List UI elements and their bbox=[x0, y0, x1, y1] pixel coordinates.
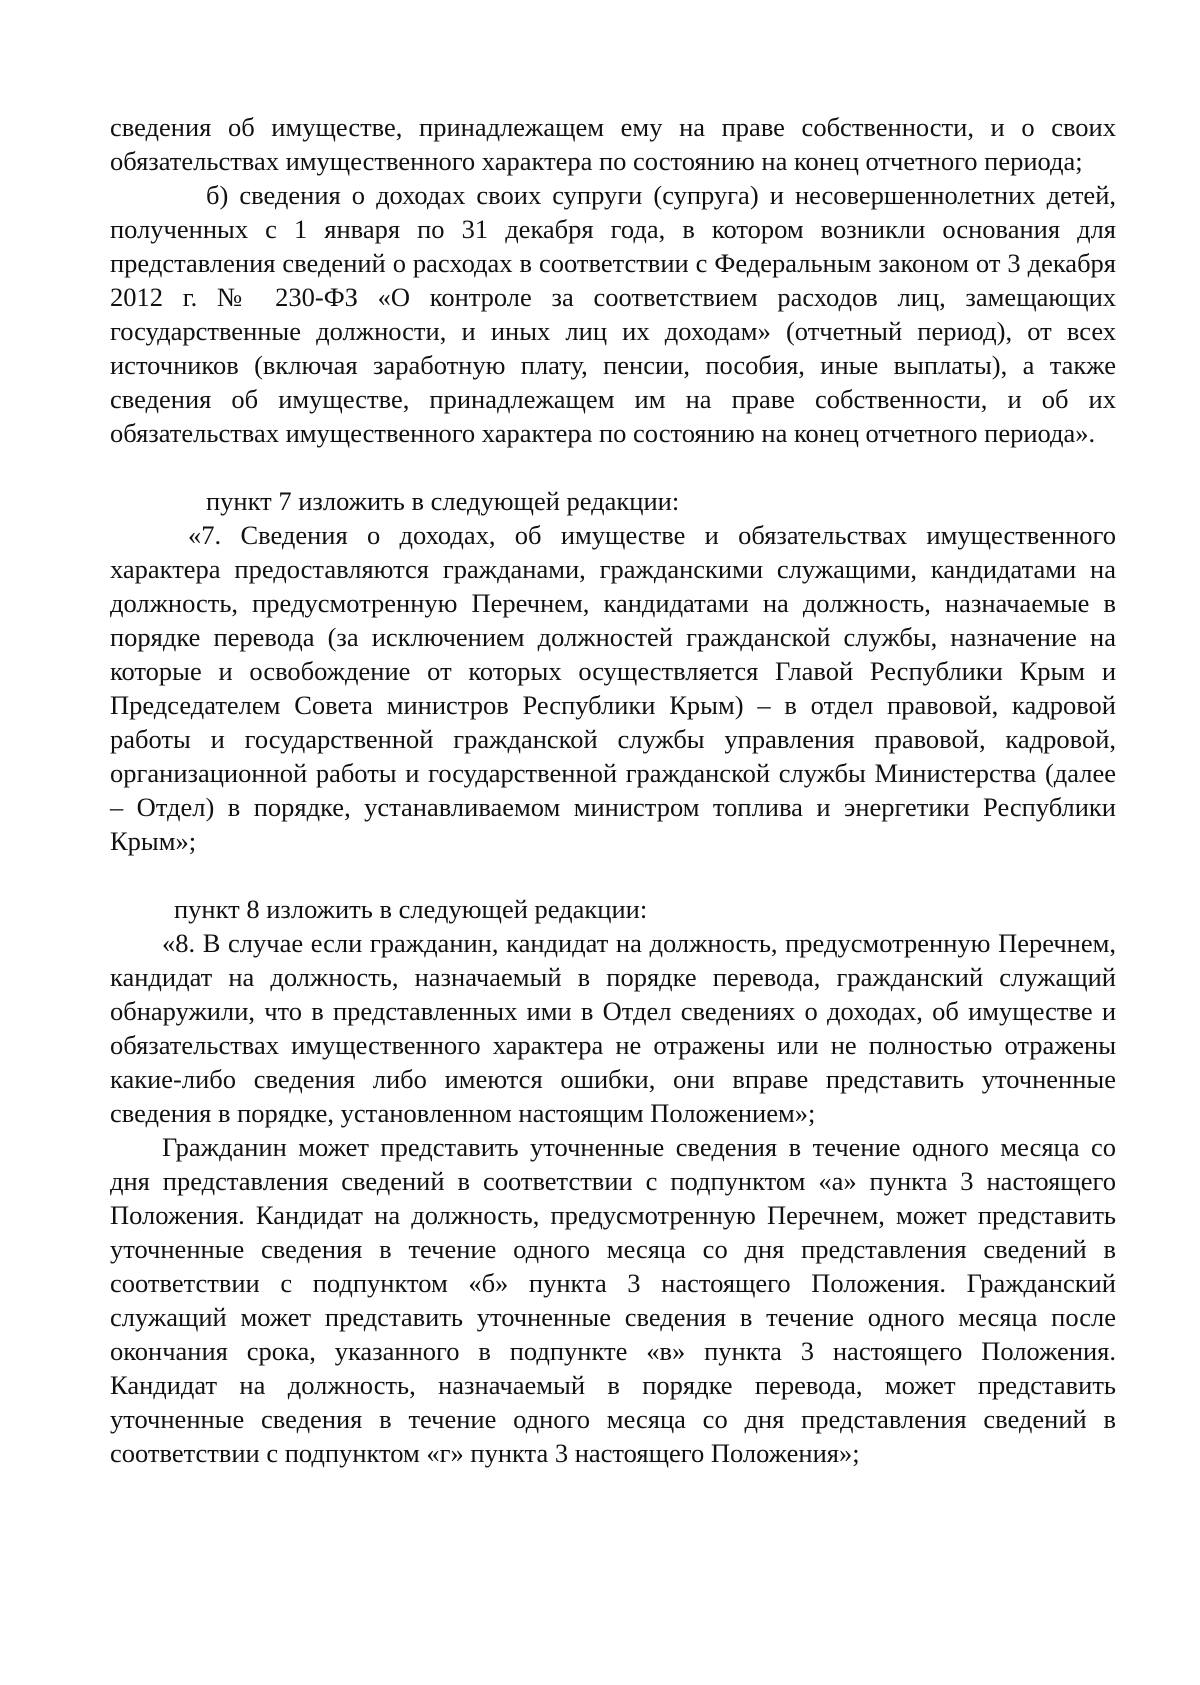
paragraph-amend-8-intro: пункт 8 изложить в следующей редакции: bbox=[174, 894, 648, 924]
paragraph-amend-7-intro: пункт 7 изложить в следующей редакции: bbox=[206, 486, 680, 516]
paragraph-continuation: сведения об имуществе, принадлежащем ему на праве собственности, и о своих обязательствах имущественного характера по состоянию на конец отчетного периода; bbox=[110, 112, 1116, 176]
paragraph-item-7: «7. Сведения о доходах, об имуществе и обязательствах имущественного характера предоставляются гражданами, гражданскими служащими, кандидатами на должность, предусмотренную Перечнем, кандидатами на должность, назначаемые в порядке перевода (за исключением должностей гражданской службы, назначение на которые и освобождение от которых осуществляется Главой Республики Крым и Председателем Совета министров Республики Крым) – в отдел правовой, кадровой работы и государственной гражданской службы управления правовой, кадровой, организационной работы и государственной гражданской службы Министерства (далее – Отдел) в порядке, устанавливаемом министром топлива и энергетики Республики Крым»; bbox=[110, 520, 1116, 856]
paragraph-item-8: «8. В случае если гражданин, кандидат на должность, предусмотренную Перечнем, кандидат на должность, назначаемый в порядке перевода, гражданский служащий обнаружили, что в представленных ими в Отдел сведениях о доходах, об имуществе и обязательствах имущественного характера не отражены или не полностью отражены какие-либо сведения либо имеются ошибки, они вправе представить уточненные сведения в порядке, установленном настоящим Положением»; bbox=[110, 928, 1116, 1128]
document-page bbox=[110, 110, 1116, 1470]
paragraph-item-b: б) сведения о доходах своих супруги (супруга) и несовершеннолетних детей, полученных с 1 января по 31 декабря года, в котором возникли основания для представления сведений о расходах в соответствии с Федеральным законом от 3 декабря 2012 г. № 230-ФЗ «О контроле за соответствием расходов лиц, замещающих государственные должности, и иных лиц их доходам» (отчетный период), от всех источников (включая заработную плату, пенсии, пособия, иные выплаты), а также сведения об имуществе, принадлежащем им на праве собственности, и об их обязательствах имущественного характера по состоянию на конец отчетного периода». bbox=[110, 180, 1116, 448]
paragraph-clarification: Гражданин может представить уточненные сведения в течение одного месяца со дня представления сведений в соответствии с подпунктом «а» пункта 3 настоящего Положения. Кандидат на должность, предусмотренную Перечнем, может представить уточненные сведения в течение одного месяца со дня представления сведений в соответствии с подпунктом «б» пункта 3 настоящего Положения. Гражданский служащий может представить уточненные сведения в течение одного месяца после окончания срока, указанного в подпункте «в» пункта 3 настоящего Положения. Кандидат на должность, назначаемый в порядке перевода, может представить уточненные сведения в течение одного месяца со дня представления сведений в соответствии с подпунктом «г» пункта 3 настоящего Положения»; bbox=[110, 1132, 1116, 1468]
